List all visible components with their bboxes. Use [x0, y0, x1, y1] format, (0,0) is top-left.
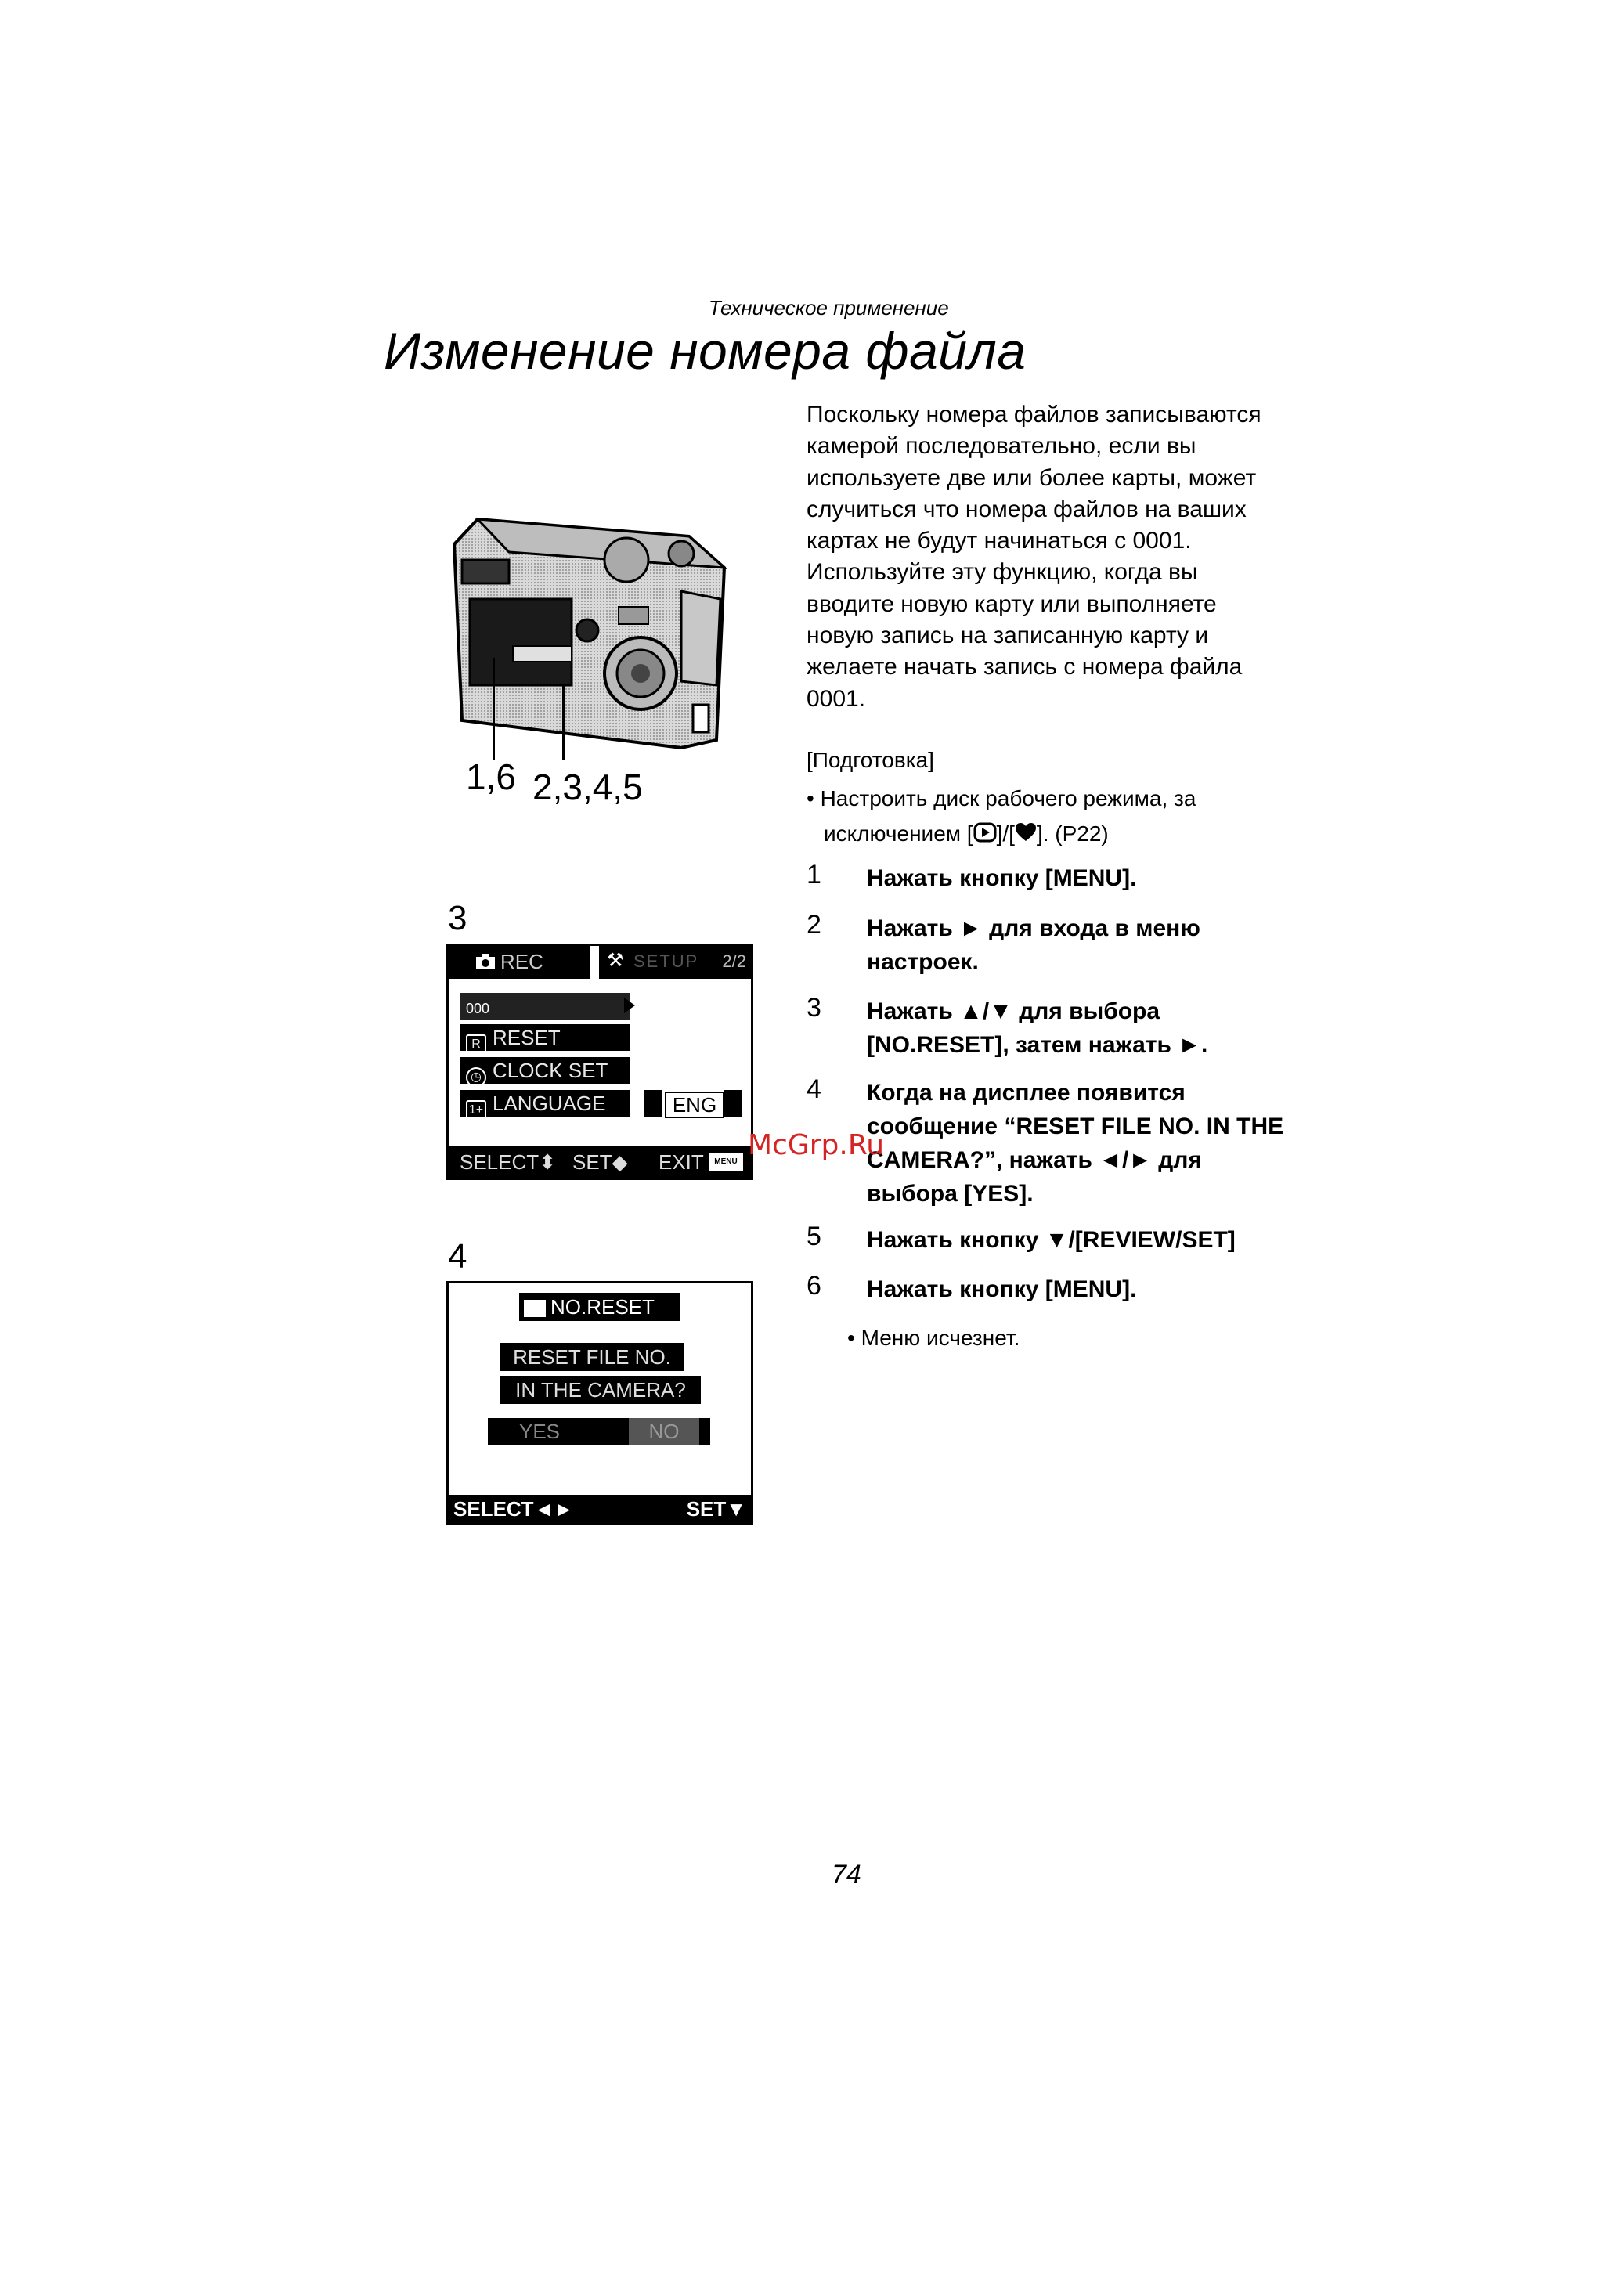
language-value[interactable]: ENG	[665, 1092, 724, 1118]
intro-line: картах не будут начинаться с 0001.	[807, 528, 1192, 554]
callout-1-6: 1,6	[466, 756, 516, 797]
camera-drawing	[446, 513, 728, 763]
footer-select-label: SELECT	[460, 1150, 540, 1174]
preparation-bullet-cont	[824, 817, 1109, 853]
step-line: [NO.RESET], затем нажать ►.	[867, 1032, 1208, 1058]
footer-set	[572, 1146, 628, 1178]
menu-disappears-note: • Меню исчезнет.	[847, 1326, 1020, 1350]
step-text	[867, 911, 1200, 979]
menu-button-icon: MENU	[709, 1153, 743, 1171]
section-label: Техническое применение	[709, 296, 949, 319]
intro-line: вводите новую карту или выполняете	[807, 590, 1217, 617]
step-line: настроек.	[867, 949, 979, 975]
screen-4-footer	[449, 1495, 751, 1523]
camera-illustration	[446, 513, 728, 763]
footer-set-down: SET▼	[686, 1497, 746, 1521]
intro-line: используете две или более карты, может	[807, 464, 1257, 491]
intro-line: Поскольку номера файлов записываются	[807, 402, 1261, 428]
footer-select-lr: SELECT◄►	[453, 1497, 575, 1521]
step-text	[867, 861, 1136, 895]
language-icon: 1+	[466, 1100, 486, 1121]
watermark: McGrp.Ru	[748, 1129, 885, 1161]
step-text	[867, 1076, 1283, 1211]
screen-3-setup-menu	[446, 944, 753, 1180]
menu-item-no-reset[interactable]	[460, 993, 630, 1020]
prep-text-suffix: ]. (P22)	[1036, 821, 1109, 846]
language-value-marker	[644, 1090, 662, 1117]
screen-3-label: 3	[448, 899, 467, 937]
options-row	[488, 1418, 710, 1445]
page-title: Изменение номера файла	[384, 322, 1027, 380]
step-line: сообщение “RESET FILE NO. IN THE	[867, 1113, 1284, 1139]
step-text	[867, 1223, 1236, 1257]
prep-text-prefix: исключением [	[824, 821, 973, 846]
menu-item-clock-set-label: CLOCK SET	[493, 1059, 608, 1082]
select-updown-icon: ⬍	[539, 1150, 556, 1174]
intro-line: Используйте эту функцию, когда вы	[807, 559, 1198, 586]
step-line: Нажать ► для входа в меню	[867, 915, 1200, 941]
screen-4-confirm-dialog	[446, 1281, 753, 1525]
menu-item-no-reset-label: 000	[466, 1001, 490, 1016]
step-line: Нажать кнопку [MENU].	[867, 865, 1137, 891]
heart-icon	[1015, 818, 1037, 853]
option-no[interactable]: NO	[629, 1418, 699, 1445]
intro-paragraph	[807, 399, 1323, 715]
tab-page-indicator: 2/2	[722, 951, 746, 971]
callout-line-left	[493, 658, 495, 760]
step-line: CAMERA?”, нажать ◄/► для	[867, 1147, 1202, 1173]
intro-line: камерой последовательно, если вы	[807, 433, 1196, 460]
menu-item-reset-label: RESET	[493, 1026, 561, 1049]
tab-divider	[590, 946, 599, 979]
tab-rec-label: REC	[500, 950, 543, 973]
step-text	[867, 994, 1207, 1062]
step-line: Нажать кнопку ▼/[REVIEW/SET]	[867, 1227, 1236, 1253]
menu-item-language[interactable]	[460, 1090, 630, 1117]
step-number: 6	[807, 1271, 821, 1301]
setup-wrench-icon: ⚒	[607, 950, 624, 971]
set-leftright-icon: ◆	[612, 1150, 628, 1174]
prep-text-mid: ]/[	[996, 821, 1015, 846]
screen-4-header	[519, 1293, 680, 1321]
step-line: Нажать кнопку [MENU].	[867, 1276, 1137, 1302]
reset-icon: R	[466, 1034, 486, 1055]
option-yes[interactable]: YES	[519, 1420, 561, 1443]
selected-arrow-icon	[624, 998, 635, 1013]
menu-item-language-label: LANGUAGE	[493, 1092, 606, 1115]
screen-4-label: 4	[448, 1237, 467, 1276]
message-line-2: IN THE CAMERA?	[500, 1376, 701, 1404]
step-number: 2	[807, 910, 821, 940]
preparation-bullet: • Настроить диск рабочего режима, за	[807, 786, 1196, 810]
playback-mode-icon	[973, 818, 997, 853]
footer-exit	[659, 1146, 704, 1178]
footer-select	[460, 1146, 556, 1178]
step-line: Нажать ▲/▼ для выбора	[867, 998, 1160, 1024]
step-number: 4	[807, 1074, 821, 1104]
step-line: Когда на дисплее появится	[867, 1080, 1186, 1106]
message-line-1: RESET FILE NO.	[500, 1343, 684, 1371]
callout-line-right	[562, 685, 565, 760]
step-number: 1	[807, 860, 821, 890]
tab-setup-label: SETUP	[633, 951, 699, 971]
clock-icon: ◷	[466, 1067, 486, 1088]
step-line: выбора [YES].	[867, 1181, 1034, 1207]
footer-set-label: SET	[572, 1150, 612, 1174]
screen-3-tab-bar	[449, 946, 751, 979]
tab-setup[interactable]	[599, 946, 751, 979]
intro-line: 0001.	[807, 685, 866, 712]
step-number: 3	[807, 993, 821, 1023]
menu-item-clock-set[interactable]	[460, 1057, 630, 1084]
step-text	[867, 1272, 1136, 1306]
footer-exit-label: EXIT	[659, 1150, 704, 1174]
screen-4-header-label: NO.RESET	[550, 1295, 655, 1319]
intro-line: случиться что номера файлов на ваших	[807, 496, 1247, 522]
callout-2-3-4-5: 2,3,4,5	[532, 767, 643, 807]
menu-item-reset[interactable]	[460, 1024, 630, 1051]
intro-line: новую запись на записанную карту и	[807, 623, 1209, 649]
camera-icon	[475, 951, 496, 976]
page-number: 74	[832, 1860, 861, 1889]
screen-3-footer	[449, 1146, 751, 1178]
preparation-label: [Подготовка]	[807, 748, 934, 772]
language-value-marker-right	[724, 1090, 742, 1117]
step-number: 5	[807, 1222, 821, 1251]
intro-line: желаете начать запись с номера файла	[807, 654, 1243, 680]
no-reset-icon	[524, 1300, 546, 1317]
tab-rec	[472, 946, 590, 977]
